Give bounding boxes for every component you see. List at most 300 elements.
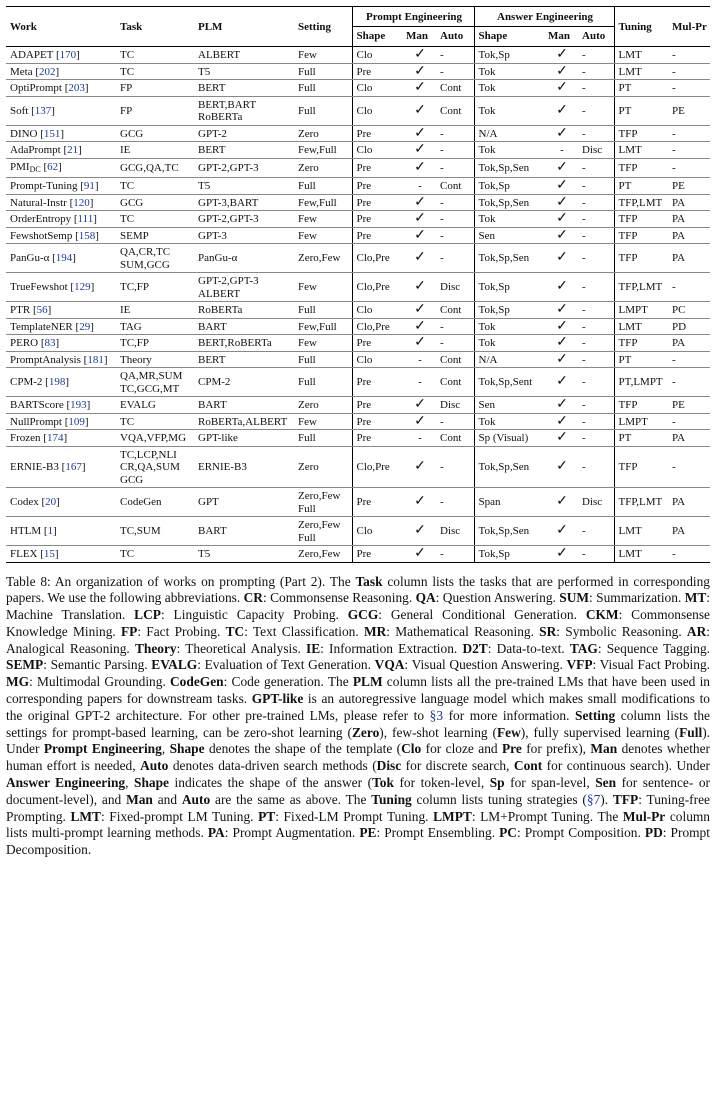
caption-text: : Commonsense Knowledge Mining. <box>6 607 711 639</box>
plm-cell: BERT,RoBERTa <box>194 335 294 352</box>
task-cell: TAG <box>116 318 194 335</box>
table-header <box>6 7 710 47</box>
table-row <box>6 318 710 335</box>
plm-cell: RoBERTa <box>194 302 294 319</box>
caption-text: indicates the shape of the answer ( <box>169 775 373 791</box>
mul-pr-cell: - <box>668 63 710 80</box>
prompt-auto-cell: Cont <box>436 178 474 195</box>
header-tuning: Tuning <box>614 7 668 47</box>
setting-cell: Zero <box>294 397 352 414</box>
prompt-man-cell: ✓ <box>402 318 436 335</box>
caption-term: LMPT <box>433 808 472 824</box>
answer-shape-cell: Tok,Sp,Sent <box>474 368 544 397</box>
caption-term: PT <box>258 808 276 824</box>
caption-term: Cont <box>513 758 543 774</box>
prompt-auto-cell: - <box>436 158 474 178</box>
caption-text: : Symbolic Reasoning. <box>556 623 687 639</box>
answer-man-cell: ✓ <box>544 413 578 430</box>
caption-term: IE <box>306 640 321 656</box>
table-row <box>6 158 710 178</box>
header-answer-engineering: Answer Engineering <box>474 7 614 27</box>
plm-cell: T5 <box>194 178 294 195</box>
prompt-man-cell: - <box>402 178 436 195</box>
answer-shape-cell: Tok,Sp,Sen <box>474 194 544 211</box>
tuning-cell: TFP,LMT <box>614 194 668 211</box>
prompt-shape-cell: Pre <box>352 397 402 414</box>
caption-text: : Evaluation of Text Generation. <box>197 657 375 673</box>
work-cell: Soft [137] <box>6 96 116 125</box>
answer-auto-cell: - <box>578 80 614 97</box>
work-name: HTLM <box>10 525 42 538</box>
caption-text: : Fixed-prompt LM Tuning. <box>101 808 259 824</box>
answer-shape-cell: N/A <box>474 351 544 368</box>
caption-text: : Prompt Composition. <box>516 825 645 841</box>
plm-cell: RoBERTa,ALBERT <box>194 413 294 430</box>
caption-text: : Mathematical Reasoning. <box>386 623 540 639</box>
answer-man-cell: ✓ <box>544 227 578 244</box>
caption-term: Man <box>126 791 153 807</box>
prompt-shape-cell: Pre <box>352 368 402 397</box>
citation-link[interactable]: 15 <box>43 548 55 560</box>
answer-auto-cell: - <box>578 211 614 228</box>
caption-text: column lists multi-prompt learning methods. <box>6 808 711 841</box>
citation-link[interactable]: 194 <box>55 252 73 265</box>
answer-shape-cell: Tok,Sp <box>474 273 544 302</box>
table-row <box>6 446 710 488</box>
work-cell: $PMI_{DC}$ [62] <box>6 158 116 178</box>
table-row <box>6 80 710 97</box>
answer-man-cell: ✓ <box>544 397 578 414</box>
work-cell: CPM-2 [198] <box>6 368 116 397</box>
header-prompt-engineering: Prompt Engineering <box>352 7 474 27</box>
caption-text: ), few-shot learning ( <box>379 724 497 740</box>
caption-text: denotes whether human effort is needed, <box>6 741 711 774</box>
work-cell: FewshotSemp [158] <box>6 227 116 244</box>
answer-shape-cell: Tok,Sp <box>474 178 544 195</box>
work-cell: PERO [83] <box>6 335 116 352</box>
citation-link[interactable]: 170 <box>59 49 77 61</box>
caption-term: QA <box>415 590 436 606</box>
setting-cell: Few,Full <box>294 318 352 335</box>
task-cell: GCG <box>116 125 194 142</box>
task-cell: GCG,QA,TC <box>116 158 194 178</box>
table-row <box>6 142 710 159</box>
setting-cell: Full <box>294 368 352 397</box>
task-cell: CodeGen <box>116 488 194 517</box>
answer-shape-cell: Tok,Sp,Sen <box>474 446 544 488</box>
prompt-man-cell: ✓ <box>402 413 436 430</box>
prompt-shape-cell: Clo <box>352 302 402 319</box>
caption-term: Shape <box>169 741 205 757</box>
answer-man-cell: - <box>544 142 578 159</box>
caption-text: Table 8: An organization of works on prompting (Part 2). The <box>6 573 356 589</box>
citation-link[interactable]: 62 <box>47 160 59 173</box>
citation-link[interactable]: 120 <box>73 196 90 209</box>
work-name: PERO <box>10 337 39 349</box>
setting-cell: Full <box>294 302 352 319</box>
caption-term: TC <box>225 623 245 639</box>
work-cell: ERNIE-B3 [167] <box>6 446 116 488</box>
setting-cell: Full <box>294 80 352 97</box>
work-name: OptiPrompt <box>10 82 62 94</box>
citation-link[interactable]: 181 <box>87 353 104 366</box>
task-cell: GCG <box>116 194 194 211</box>
prompt-auto-cell: - <box>436 63 474 80</box>
answer-auto-cell: - <box>578 446 614 488</box>
tuning-cell: TFP,LMT <box>614 488 668 517</box>
answer-auto-cell: - <box>578 227 614 244</box>
task-cell: IE <box>116 142 194 159</box>
plm-cell: GPT-2,GPT-3 <box>194 158 294 178</box>
plm-cell: BERT <box>194 142 294 159</box>
prompt-auto-cell: - <box>436 125 474 142</box>
work-name: PanGu-α <box>10 252 50 265</box>
answer-shape-cell: Tok,Sp <box>474 546 544 563</box>
answer-shape-cell: Tok,Sp <box>474 302 544 319</box>
mul-pr-cell: PA <box>668 227 710 244</box>
prompt-auto-cell: - <box>436 47 474 64</box>
work-cell: PromptAnalysis [181] <box>6 351 116 368</box>
caption-text: : Tuning-free Prompting. <box>6 791 710 824</box>
work-cell: DINO [151] <box>6 125 116 142</box>
caption-text: : Linguistic Capacity Probing. <box>160 607 348 623</box>
prompt-man-cell: ✓ <box>402 63 436 80</box>
caption-term: TAG <box>569 640 598 656</box>
citation-link[interactable]: 1 <box>47 525 54 538</box>
caption-text: column lists the tasks that are performed in corresponding papers. We use the following abbreviations. <box>6 573 710 606</box>
prompt-auto-cell: - <box>436 446 474 488</box>
prompt-shape-cell: Clo,Pre <box>352 273 402 302</box>
caption-term: Pre <box>502 741 522 757</box>
prompt-man-cell: - <box>402 351 436 368</box>
answer-auto-cell: - <box>578 273 614 302</box>
caption-term: Auto <box>140 758 169 774</box>
table-row <box>6 273 710 302</box>
header-work: Work <box>6 7 116 47</box>
answer-auto-cell: - <box>578 47 614 64</box>
mul-pr-cell: PE <box>668 96 710 125</box>
prompt-shape-cell: Pre <box>352 158 402 178</box>
prompt-shape-cell: Pre <box>352 63 402 80</box>
caption-text: and <box>152 791 182 807</box>
citation-link[interactable]: 129 <box>74 281 91 294</box>
setting-cell: Full <box>294 351 352 368</box>
citation-link[interactable]: 202 <box>39 65 56 78</box>
answer-shape-cell: N/A <box>474 125 544 142</box>
work-name: OrderEntropy <box>10 213 72 225</box>
work-name: TemplateNER <box>10 320 73 333</box>
work-cell: OrderEntropy [111] <box>6 211 116 228</box>
answer-man-cell: ✓ <box>544 517 578 546</box>
tuning-cell: TFP <box>614 125 668 142</box>
prompt-man-cell: ✓ <box>402 80 436 97</box>
caption-text: ). <box>600 791 613 807</box>
prompt-shape-cell: Clo <box>352 80 402 97</box>
mul-pr-cell: PA <box>668 244 710 273</box>
task-cell: EVALG <box>116 397 194 414</box>
caption-text: : Visual Fact Probing. <box>592 657 710 673</box>
prompt-shape-cell: Pre <box>352 488 402 517</box>
answer-man-cell: ✓ <box>544 47 578 64</box>
mul-pr-cell: PE <box>668 178 710 195</box>
tuning-cell: LMT <box>614 517 668 546</box>
caption-term: Answer Engineering <box>6 775 126 791</box>
answer-auto-cell: - <box>578 397 614 414</box>
caption-term: Task <box>355 573 383 589</box>
caption-text: denotes the shape of the template ( <box>204 741 402 757</box>
work-cell: ADAPET [170] <box>6 47 116 64</box>
citation-link[interactable]: 151 <box>43 127 61 140</box>
citation-link[interactable]: 83 <box>44 337 56 349</box>
header-prompt-man: Man <box>402 26 436 47</box>
mul-pr-cell: - <box>668 47 710 64</box>
setting-cell: Few <box>294 273 352 302</box>
answer-man-cell: ✓ <box>544 178 578 195</box>
section-link[interactable]: §3 <box>429 707 444 723</box>
answer-man-cell: ✓ <box>544 302 578 319</box>
caption-text: : Commonsense Reasoning. <box>262 590 416 606</box>
work-cell: Codex [20] <box>6 488 116 517</box>
caption-text: : Semantic Parsing. <box>43 657 152 673</box>
citation-link[interactable]: 109 <box>68 415 85 428</box>
caption-text: : Fixed-LM Prompt Tuning. <box>275 808 434 824</box>
caption-text: : Fact Probing. <box>137 623 226 639</box>
prompt-man-cell: ✓ <box>402 227 436 244</box>
tuning-cell: TFP,LMT <box>614 273 668 302</box>
mul-pr-cell: - <box>668 351 710 368</box>
tuning-cell: PT <box>614 430 668 447</box>
caption-text: : LM+Prompt Tuning. The <box>471 808 623 824</box>
table-row <box>6 178 710 195</box>
caption-text: for more information. <box>443 707 575 723</box>
task-cell: SEMP <box>116 227 194 244</box>
answer-shape-cell: Sen <box>474 227 544 244</box>
prompt-man-cell: ✓ <box>402 446 436 488</box>
prompt-man-cell: ✓ <box>402 96 436 125</box>
plm-cell: GPT-2 <box>194 125 294 142</box>
task-cell: TC <box>116 211 194 228</box>
caption-term: Shape <box>134 775 169 791</box>
mul-pr-cell: - <box>668 368 710 397</box>
setting-cell: Zero <box>294 125 352 142</box>
prompt-auto-cell: Disc <box>436 273 474 302</box>
work-name: DINO <box>10 127 38 140</box>
caption-term: Mul-Pr <box>622 808 666 824</box>
caption-text: : Multimodal Grounding. <box>29 674 171 690</box>
work-cell: FLEX [15] <box>6 546 116 563</box>
citation-link[interactable]: 174 <box>46 432 64 444</box>
answer-man-cell: ✓ <box>544 96 578 125</box>
answer-auto-cell: Disc <box>578 142 614 159</box>
caption-term: GCG <box>347 607 379 623</box>
task-cell: TC,LCP,NLI CR,QA,SUM GCG <box>116 446 194 488</box>
caption-term: PE <box>359 825 377 841</box>
caption-text: for continuous search). Under <box>542 758 710 774</box>
work-cell: TrueFewshot [129] <box>6 273 116 302</box>
table-row <box>6 211 710 228</box>
work-name: CPM-2 <box>10 376 43 389</box>
citation-link[interactable]: 111 <box>77 213 94 225</box>
tuning-cell: PT <box>614 178 668 195</box>
citation-link[interactable]: 137 <box>34 104 52 117</box>
prompt-auto-cell: - <box>436 142 474 159</box>
task-cell: Theory <box>116 351 194 368</box>
header-task: Task <box>116 7 194 47</box>
prompt-auto-cell: - <box>436 488 474 517</box>
caption-term: TFP <box>612 791 639 807</box>
table-row <box>6 227 710 244</box>
caption-text: : Prompt Ensembling. <box>376 825 500 841</box>
prompt-man-cell: ✓ <box>402 302 436 319</box>
answer-man-cell: ✓ <box>544 125 578 142</box>
citation-link[interactable]: 193 <box>70 399 87 411</box>
plm-cell: BERT,BART RoBERTa <box>194 96 294 125</box>
work-cell: TemplateNER [29] <box>6 318 116 335</box>
answer-auto-cell: - <box>578 368 614 397</box>
task-cell: VQA,VFP,MG <box>116 430 194 447</box>
caption-text: : Summarization. <box>589 590 685 606</box>
answer-auto-cell: - <box>578 63 614 80</box>
prompt-shape-cell: Clo,Pre <box>352 446 402 488</box>
prompt-man-cell: ✓ <box>402 142 436 159</box>
mul-pr-cell: PA <box>668 211 710 228</box>
answer-shape-cell: Tok <box>474 335 544 352</box>
section-link[interactable]: §7 <box>586 791 601 807</box>
mul-pr-cell: PA <box>668 335 710 352</box>
citation-link[interactable]: 91 <box>83 180 95 192</box>
work-name: Frozen <box>10 432 41 444</box>
work-cell: Frozen [174] <box>6 430 116 447</box>
plm-cell: BART <box>194 397 294 414</box>
mul-pr-cell: - <box>668 273 710 302</box>
caption-term: MR <box>363 623 387 639</box>
mul-pr-cell: - <box>668 546 710 563</box>
citation-link[interactable]: 158 <box>78 229 96 242</box>
tuning-cell: PT <box>614 96 668 125</box>
caption-text: : Information Extraction. <box>320 640 463 656</box>
caption-text: for token-level, <box>393 775 490 791</box>
answer-man-cell: ✓ <box>544 488 578 517</box>
prompt-shape-cell: Pre <box>352 546 402 563</box>
plm-cell: GPT-3 <box>194 227 294 244</box>
task-cell: FP <box>116 96 194 125</box>
prompt-auto-cell: Cont <box>436 302 474 319</box>
caption-term: EVALG <box>151 657 198 673</box>
citation-link[interactable]: 29 <box>79 320 91 333</box>
answer-auto-cell: - <box>578 318 614 335</box>
mul-pr-cell: - <box>668 446 710 488</box>
caption-term: D2T <box>462 640 488 656</box>
work-cell: BARTScore [193] <box>6 397 116 414</box>
citation-link[interactable]: 56 <box>36 304 48 316</box>
plm-cell: BART <box>194 318 294 335</box>
mul-pr-cell: - <box>668 158 710 178</box>
answer-shape-cell: Tok <box>474 142 544 159</box>
work-name: Soft <box>10 104 29 117</box>
table-row <box>6 397 710 414</box>
work-cell: PTR [56] <box>6 302 116 319</box>
prompt-auto-cell: - <box>436 211 474 228</box>
caption-term: Disc <box>376 758 402 774</box>
answer-man-cell: ✓ <box>544 351 578 368</box>
prompt-shape-cell: Clo <box>352 351 402 368</box>
prompt-man-cell: - <box>402 368 436 397</box>
table-row <box>6 125 710 142</box>
tuning-cell: LMT <box>614 142 668 159</box>
prompt-man-cell: ✓ <box>402 244 436 273</box>
answer-man-cell: ✓ <box>544 430 578 447</box>
plm-cell: T5 <box>194 546 294 563</box>
work-name: PTR <box>10 304 31 316</box>
table-row <box>6 244 710 273</box>
work-cell: Meta [202] <box>6 63 116 80</box>
mul-pr-cell: PA <box>668 488 710 517</box>
header-prompt-auto: Auto <box>436 26 474 47</box>
setting-cell: Few <box>294 335 352 352</box>
caption-text: for cloze and <box>421 741 502 757</box>
answer-auto-cell: - <box>578 351 614 368</box>
caption-term: CR <box>243 590 263 606</box>
answer-auto-cell: - <box>578 178 614 195</box>
prompt-man-cell: ✓ <box>402 158 436 178</box>
tuning-cell: LMT <box>614 546 668 563</box>
caption-term: FP <box>120 623 138 639</box>
work-subscript: DC <box>29 164 41 174</box>
plm-cell: ERNIE-B3 <box>194 446 294 488</box>
citation-link[interactable]: 198 <box>48 376 66 389</box>
answer-man-cell: ✓ <box>544 318 578 335</box>
mul-pr-cell: PA <box>668 517 710 546</box>
work-name: TrueFewshot <box>10 281 68 294</box>
tuning-cell: TFP <box>614 244 668 273</box>
citation-link[interactable]: 20 <box>45 496 57 509</box>
tuning-cell: TFP <box>614 335 668 352</box>
caption-text: column lists tuning strategies ( <box>411 791 587 807</box>
header-answer-shape: Shape <box>474 26 544 47</box>
answer-shape-cell: Sp (Visual) <box>474 430 544 447</box>
caption-term: AR <box>686 623 707 639</box>
citation-link[interactable]: 21 <box>67 144 79 156</box>
answer-man-cell: ✓ <box>544 446 578 488</box>
caption-text: : Code generation. The <box>223 674 353 690</box>
answer-man-cell: ✓ <box>544 368 578 397</box>
caption-term: Theory <box>134 640 177 656</box>
setting-cell: Full <box>294 63 352 80</box>
work-name: ADAPET <box>10 49 54 61</box>
plm-cell: BERT <box>194 80 294 97</box>
caption-term: PA <box>207 825 225 841</box>
work-name: NullPrompt <box>10 415 62 428</box>
caption-term: Clo <box>401 741 422 757</box>
plm-cell: GPT-2,GPT-3 <box>194 211 294 228</box>
answer-auto-cell: - <box>578 546 614 563</box>
table-row <box>6 47 710 64</box>
header-answer-auto: Auto <box>578 26 614 47</box>
work-cell: HTLM [1] <box>6 517 116 546</box>
mul-pr-cell: - <box>668 413 710 430</box>
caption-term: Tuning <box>371 791 412 807</box>
tuning-cell: TFP <box>614 397 668 414</box>
citation-link[interactable]: 167 <box>65 461 82 473</box>
setting-cell: Zero <box>294 158 352 178</box>
caption-term: PLM <box>352 674 383 690</box>
table-body <box>6 47 710 563</box>
answer-man-cell: ✓ <box>544 63 578 80</box>
citation-link[interactable]: 203 <box>68 82 85 94</box>
setting-cell: Few <box>294 47 352 64</box>
tuning-cell: PT <box>614 351 668 368</box>
task-cell: TC <box>116 63 194 80</box>
